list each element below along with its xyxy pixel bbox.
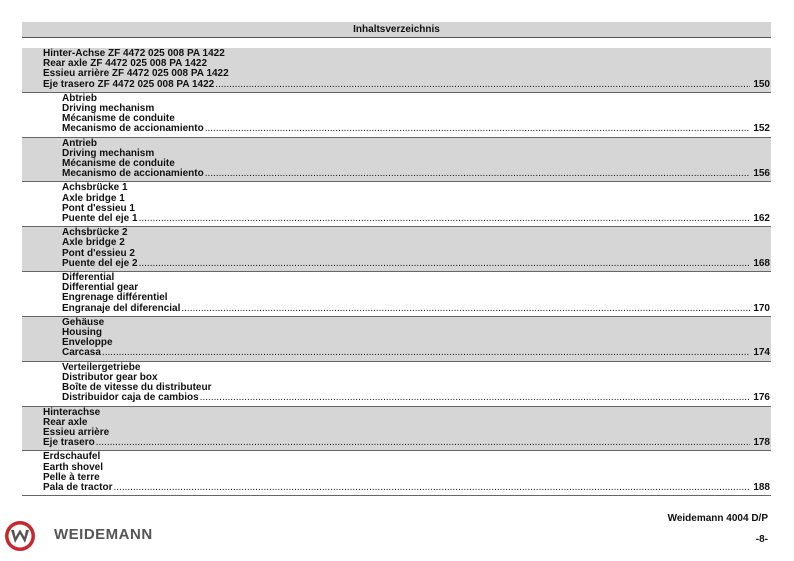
dot-leader [205,169,751,179]
toc-entry-last-line [62,214,771,224]
toc-entry-line: Differential gear [62,282,139,294]
toc-title: Inhaltsverzeichnis [353,24,440,35]
toc-entry-last-line [62,393,771,403]
toc-entry-title: Eje trasero ZF 4472 025 008 PA 1422 [43,78,215,90]
model-label: Weidemann 4004 D/P [667,513,768,524]
toc-entry[interactable] [22,317,771,362]
dot-leader [113,483,750,493]
toc-entry-line: Pelle à terre [43,471,100,483]
toc-entry-title: Distribuidor caja de cambios [62,392,199,404]
toc-entry-title: Puente del eje 2 [62,257,138,269]
toc-entry-last-line [43,438,771,448]
toc-page-number: 156 [753,168,770,180]
toc-page-number: 176 [753,392,770,404]
toc-entry-line: Driving mechanism [62,147,155,159]
toc-entry-line: Distributor gear box [62,371,158,383]
dot-leader [215,80,750,90]
dot-leader [181,304,750,314]
toc-entry[interactable] [22,362,771,407]
toc-entry-line: Rear axle ZF 4472 025 008 PA 1422 [43,58,208,70]
toc-entry-last-line [62,304,771,314]
toc-entry[interactable] [22,451,771,496]
toc-entry-line: Enveloppe [62,337,113,349]
dot-leader [102,348,750,358]
toc-page-number: 168 [753,257,770,269]
toc-entry-line: Mécanisme de conduite [62,113,175,125]
toc-entry-last-line [62,124,771,134]
toc-entry-line: Pont d'essieu 1 [62,202,135,214]
toc-entry-line: Rear axle [43,416,88,428]
toc-entry-line: Engrenage différentiel [62,292,168,304]
page-number: -8- [755,534,768,545]
toc-entry-line: Essieu arrière [43,426,110,438]
toc-entry-last-line [62,259,771,269]
toc-entry-line: Axle bridge 1 [62,192,125,204]
toc-entry-line: Antrieb [62,137,97,149]
toc-entry-line: Gehäuse [62,316,105,328]
toc-list [22,48,771,496]
toc-page-number: 152 [753,123,770,135]
toc-header [22,22,771,38]
toc-entry-title: Mecanismo de accionamiento [62,123,204,135]
toc-entry-title: Puente del eje 1 [62,213,138,225]
toc-entry-last-line [43,80,771,90]
toc-entry-line: Differential [62,272,115,284]
dot-leader [205,124,751,134]
toc-entry-line: Hinterachse [43,406,101,418]
toc-entry-line: Abtrieb [62,92,97,104]
toc-entry[interactable] [22,407,771,452]
toc-entry-line: Hinter-Achse ZF 4472 025 008 PA 1422 [43,48,225,59]
dot-leader [139,214,751,224]
toc-entry-title: Eje trasero [43,437,95,449]
toc-entry-line: Verteilergetriebe [62,361,141,373]
toc-entry-line: Axle bridge 2 [62,237,125,249]
toc-page-number: 162 [753,213,770,225]
toc-page-number: 188 [753,481,770,493]
toc-entry-title: Carcasa [62,347,101,359]
toc-entry-title: Mecanismo de accionamiento [62,168,204,180]
toc-entry-line: Erdschaufel [43,451,101,463]
toc-entry-last-line [43,483,771,493]
toc-entry[interactable] [22,182,771,227]
toc-entry[interactable] [22,93,771,138]
toc-page-number: 174 [753,347,770,359]
toc-entry-line: Achsbrücke 1 [62,182,128,194]
dot-leader [200,393,751,403]
toc-page-number: 150 [753,78,770,90]
toc-entry[interactable] [22,138,771,183]
dot-leader [96,438,751,448]
toc-entry-line: Housing [62,327,102,339]
toc-page-number: 170 [753,302,770,314]
toc-entry-line: Mécanisme de conduite [62,158,175,170]
toc-entry[interactable] [22,227,771,272]
toc-entry-line: Essieu arrière ZF 4472 025 008 PA 1422 [43,68,229,80]
brand-name: WEIDEMANN [54,526,153,543]
toc-entry-last-line [62,348,771,358]
toc-entry-title: Engranaje del diferencial [62,302,181,314]
toc-entry-line: Earth shovel [43,461,104,473]
toc-entry[interactable] [22,272,771,317]
toc-entry-line: Achsbrücke 2 [62,227,128,239]
toc-page-number: 178 [753,437,770,449]
toc-entry-title: Pala de tractor [43,481,113,493]
toc-entry-line: Boîte de vitesse du distributeur [62,382,212,394]
toc-entry[interactable] [22,48,771,93]
toc-entry-line: Pont d'essieu 2 [62,247,135,259]
toc-entry-line: Driving mechanism [62,103,155,115]
toc-entry-last-line [62,169,771,179]
dot-leader [139,259,751,269]
weidemann-logo-icon [4,520,36,552]
